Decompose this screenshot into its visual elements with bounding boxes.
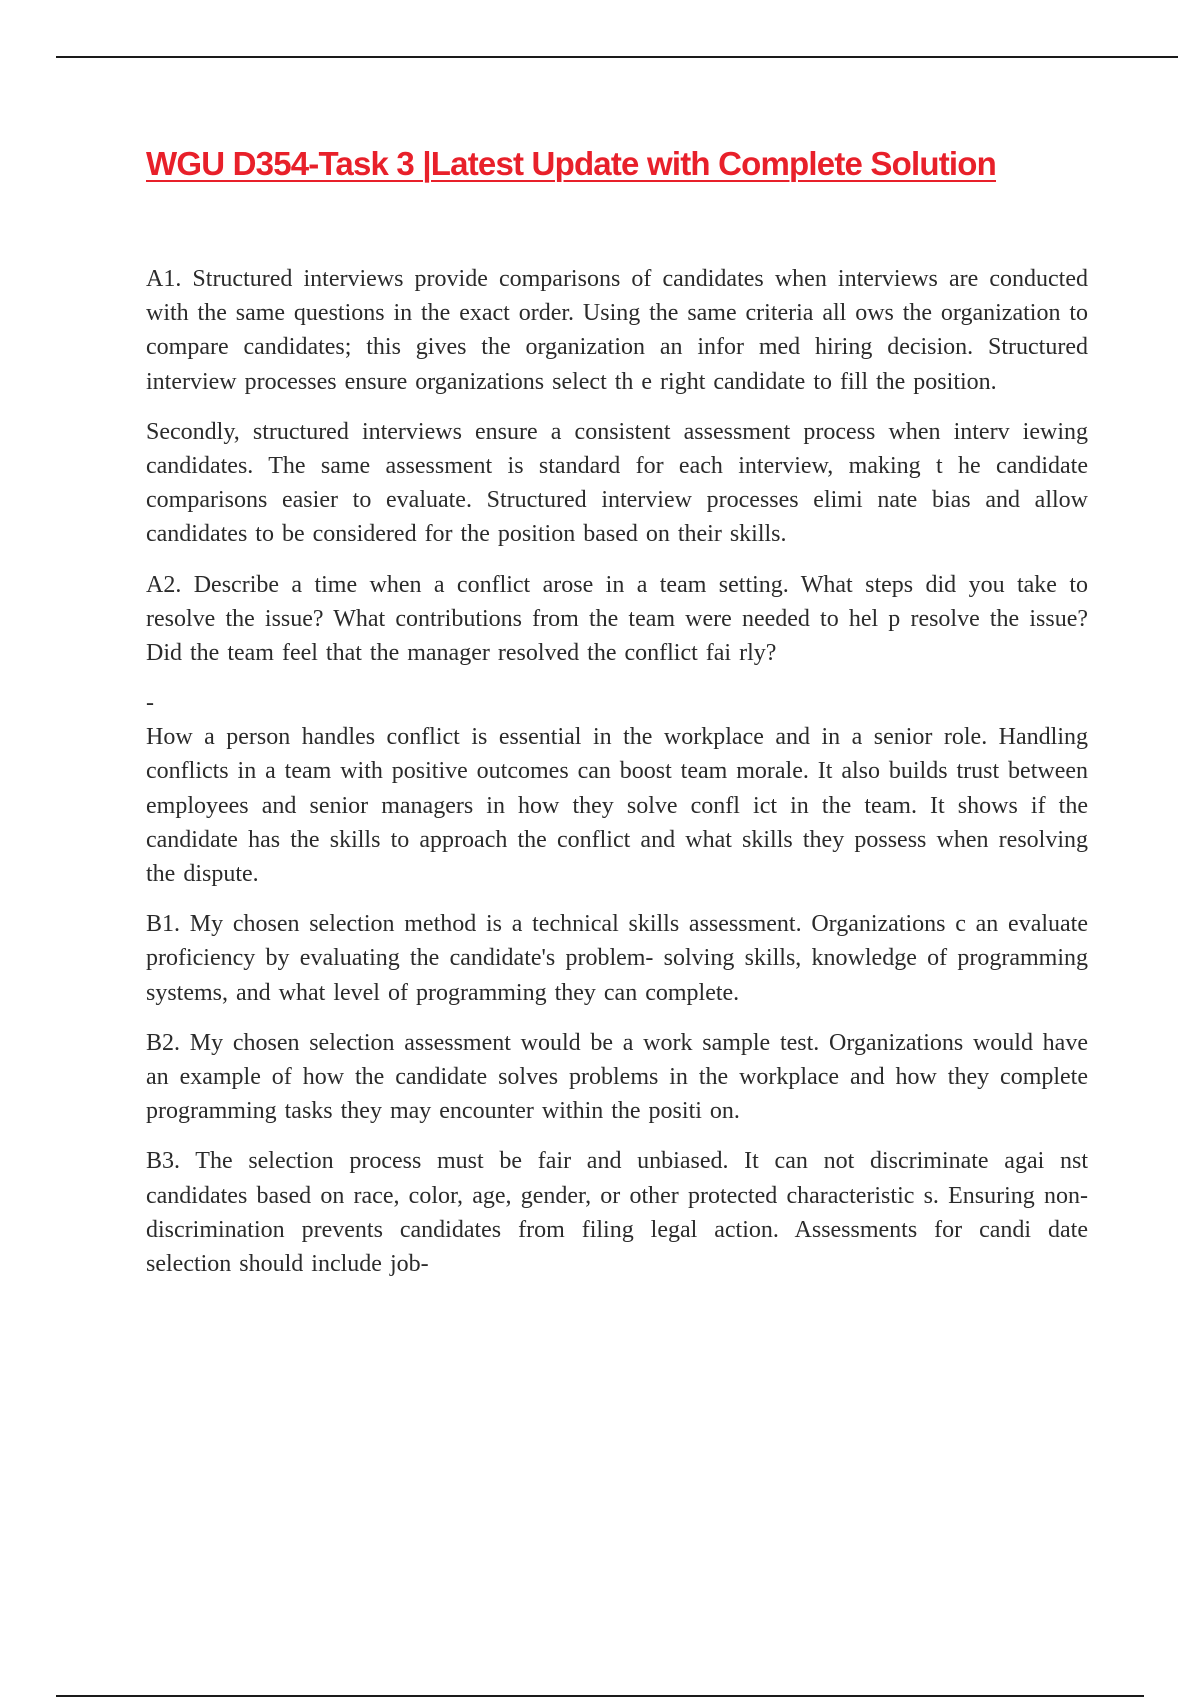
- paragraph-b1: B1. My chosen selection method is a technical skills assessment. Organizations c an evaluate proficiency by evaluating the candidate's problem- solving skills, knowledge of programming systems, and what level of programming they can complete.: [146, 911, 1088, 1006]
- dash-separator: -: [146, 690, 154, 717]
- paragraph-b3: B3. The selection process must be fair and unbiased. It can not discriminate agai nst candidates based on race, color, age, gender, or other protected characteristic s. Ensuring non- discrimination prevents candidates from filing legal action. Assessments for candi date selection should include job-: [146, 1148, 1088, 1278]
- paragraph-a1: A1. Structured interviews provide comparisons of candidates when interviews are conducted with the same questions in the exact order. Using the same criteria all ows the organization to compare candidates; this gives the organization an infor med hiring decision. Structured interview processes ensure organizations select th e right candidate to fill the position.: [146, 266, 1088, 395]
- top-rule: [56, 56, 1178, 58]
- document-body: [146, 262, 1088, 1297]
- paragraph-b2: B2. My chosen selection assessment would be a work sample test. Organizations would have an example of how the candidate solves problems in the workplace and how they complete programming tasks they may encounter within the positi on.: [146, 1029, 1088, 1125]
- paragraph-conflict: How a person handles conflict is essential in the workplace and in a senior role. Handling conflicts in a team with positive outcomes can boost team morale. It also builds trust between employees and senior managers in how they solve confl ict in the team. It shows if the candidate has the skills to approach the conflict and what skills they possess when resolving the dispute.: [146, 724, 1088, 888]
- bottom-rule: [56, 1695, 1144, 1697]
- document-title: WGU D354-Task 3 |Latest Update with Complete Solution: [146, 145, 997, 182]
- paragraph-a2: A2. Describe a time when a conflict arose in a team setting. What steps did you take to resolve the issue? What contributions from the team were needed to hel p resolve the issue? Did the team feel that the manager resolved the conflict fai rly?: [146, 571, 1088, 667]
- paragraph-secondly: Secondly, structured interviews ensure a consistent assessment process when interv iewing candidates. The same assessment is standard for each interview, making t he candidate comparisons easier to evaluate. Structured interview processes elimi nate bias and allow candidates to be considered for the position based on their skills.: [146, 418, 1088, 548]
